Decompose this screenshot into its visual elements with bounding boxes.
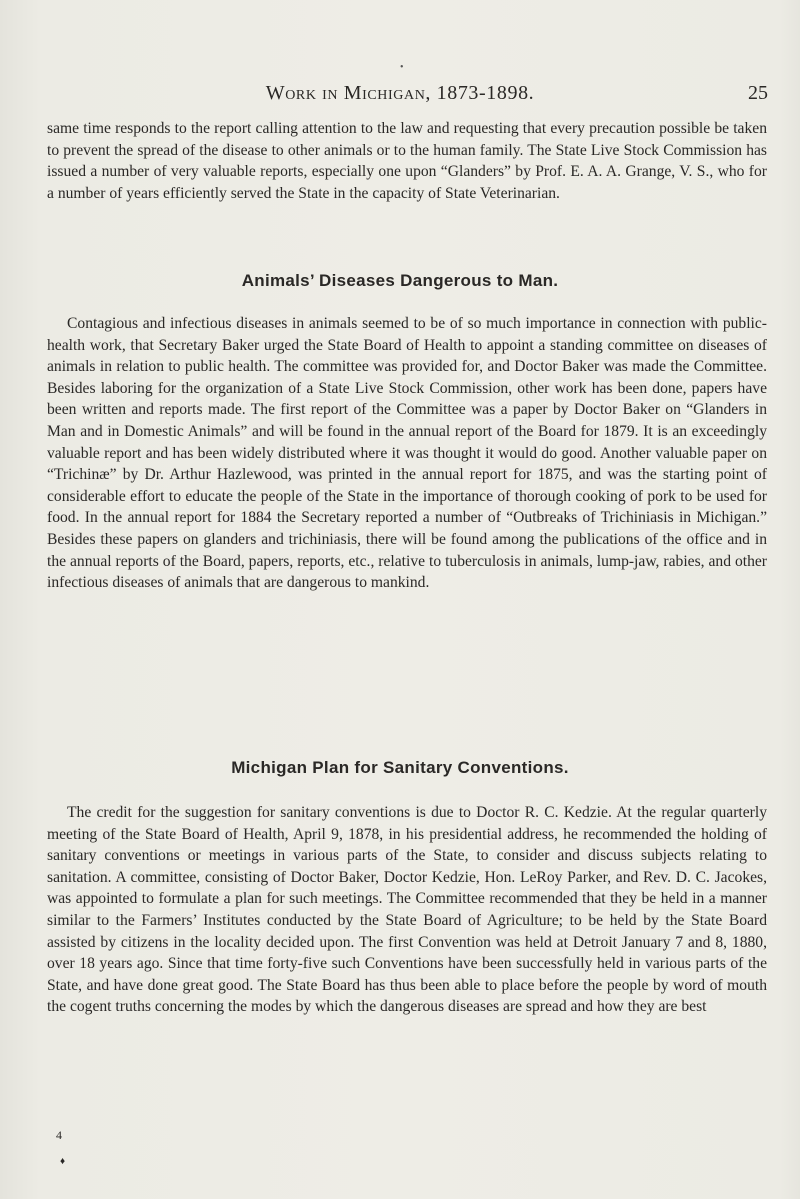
printer-mark: ♦	[60, 1156, 66, 1167]
section-body-animal-diseases	[47, 313, 767, 594]
running-header	[0, 82, 800, 108]
section-heading-sanitary-conventions: Michigan Plan for Sanitary Conventions.	[231, 758, 569, 777]
page-number: 25	[748, 82, 768, 104]
section-heading-animal-diseases: Animals’ Diseases Dangerous to Man.	[241, 271, 559, 290]
intro-block	[47, 118, 767, 204]
intro-paragraph: same time responds to the report calling attention to the law and requesting that every precaution possible be taken to prevent the spread of the disease to other animals or to the human family. The State Live Stock Commission has issued a number of very valuable reports, especially one upon “Glanders” by Prof. E. A. A. Grange, V. S., who for a number of years efficiently served the State in the capacity of State Veterinarian.	[47, 120, 767, 202]
paragraph-sanitary-conventions: The credit for the suggestion for sanitary conventions is due to Doctor R. C. Kedzie. At the regular quarterly meeting of the State Board of Health, April 9, 1878, in his presidential address, he recommended the holding of sanitary conventions or meetings in various parts of the State, to consider and discuss subjects relating to sanitation. A committee, consisting of Doctor Baker, Doctor Kedzie, Hon. LeRoy Parker, and Rev. D. C. Jacokes, was appointed to formulate a plan for such meetings. The Committee recommended that they be held in a manner similar to the Farmers’ Institutes conducted by the State Board of Agriculture; to be held by the State Board assisted by citizens in the locality decided upon. The first Convention was held at Detroit January 7 and 8, 1880, over 18 years ago. Since that time forty-five such Conventions have been successfully held in various parts of the State, and have done great good. The State Board has thus been able to place before the people by word of mouth the cogent truths concerning the modes by which the dangerous diseases are spread and how they are best	[47, 804, 767, 1016]
paragraph-animal-diseases: Contagious and infectious diseases in animals seemed to be of so much importance in connection with public-health work, that Secretary Baker urged the State Board of Health to appoint a standing committee on diseases of animals in relation to public health. The committee was provided for, and Doctor Baker was made the Committee. Besides laboring for the organization of a State Live Stock Commission, other work has been done, papers have been written and reports made. The first report of the Committee was a paper by Doctor Baker on “Glanders in Man and in Domestic Animals” and will be found in the annual report of the Board for 1879. It is an exceedingly valuable report and has been widely distributed where it was thought it would do good. Another valuable paper on “Trichinæ” by Dr. Arthur Hazlewood, was printed in the annual report for 1875, and was the starting point of considerable effort to educate the people of the State in the importance of thorough cooking of pork to be used for food. In the annual report for 1884 the Secretary reported a number of “Outbreaks of Trichiniasis in Michigan.” Besides these papers on glanders and trichiniasis, there will be found among the publications of the office and in the annual reports of the Board, papers, reports, etc., relative to tuberculosis in animals, lump-jaw, rabies, and other infectious diseases of animals that are dangerous to mankind.	[47, 315, 767, 592]
signature-mark: 4	[56, 1128, 62, 1142]
section-body-sanitary-conventions	[47, 802, 767, 1018]
stray-mark: •	[400, 62, 404, 73]
running-title: Work in Michigan, 1873-1898.	[265, 82, 535, 104]
